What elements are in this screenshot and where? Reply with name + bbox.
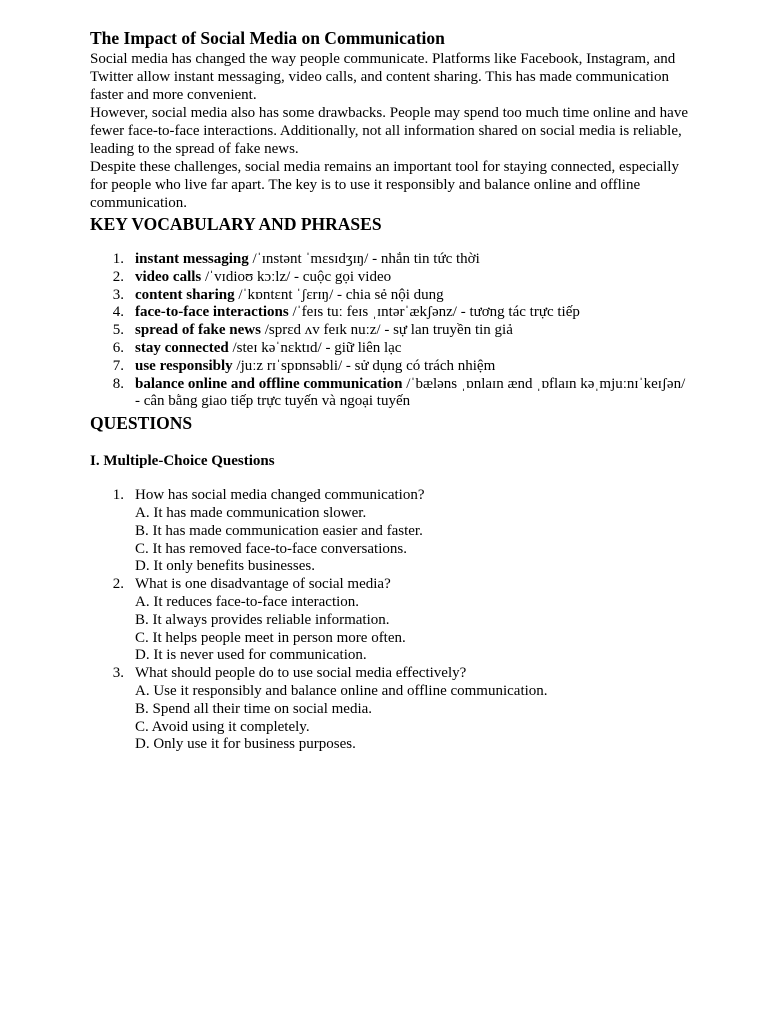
vocab-definition: /ˈɪnstənt ˈmɛsɪdʒɪŋ/ - nhắn tin tức thời xyxy=(248,251,480,267)
question-text: What is one disadvantage of social media? xyxy=(135,576,391,593)
vocab-number: 7. xyxy=(112,357,124,374)
question-item xyxy=(90,576,690,665)
vocab-item xyxy=(90,304,690,322)
answer-option: B. Spend all their time on social media. xyxy=(135,700,373,717)
vocab-term: use responsibly xyxy=(135,357,233,374)
vocab-number: 3. xyxy=(112,286,124,303)
vocab-term: video calls xyxy=(135,268,202,285)
vocab-number: 1. xyxy=(112,251,124,267)
answer-option: C. Avoid using it completely. xyxy=(135,718,310,735)
vocab-definition: /ˈbæləns ˌɒnlaɪn ænd ˌɒflaɪn kəˌmjuːnɪˈkeɪʃən/ - cân bằng giao tiếp trực tuyến và ngoại tuyến xyxy=(135,375,686,410)
vocab-term: spread of fake news xyxy=(135,322,261,339)
vocab-term: face-to-face interactions xyxy=(135,304,289,321)
document-page xyxy=(90,26,690,754)
document-title: The Impact of Social Media on Communication xyxy=(90,28,445,48)
vocab-item xyxy=(90,376,690,412)
vocab-number: 8. xyxy=(112,375,124,392)
answer-option: C. It helps people meet in person more often. xyxy=(135,629,406,646)
question-item xyxy=(90,665,690,754)
vocab-definition: /ˈvɪdioʊ kɔːlz/ - cuộc gọi video xyxy=(201,268,392,285)
answer-option: D. Only use it for business purposes. xyxy=(135,736,356,753)
paragraph-intro: Social media has changed the way people communicate. Platforms like Facebook, Instagram, and Twitter allow instant messaging, video calls, and content sharing. This has made communication faster and more convenient. xyxy=(90,51,676,103)
vocab-item xyxy=(90,269,690,287)
vocab-term: content sharing xyxy=(135,286,235,303)
question-number: 2. xyxy=(112,576,124,593)
question-text: How has social media changed communication? xyxy=(135,487,425,504)
answer-option: B. It always provides reliable information. xyxy=(135,611,390,628)
vocab-definition: /sprɛd ʌv feɪk nuːz/ - sự lan truyền tin giả xyxy=(260,322,513,339)
vocab-number: 2. xyxy=(112,268,124,285)
question-list xyxy=(90,487,690,754)
answer-option: A. It reduces face-to-face interaction. xyxy=(135,593,360,610)
vocab-term: stay connected xyxy=(135,339,229,356)
paragraph-drawbacks: However, social media also has some drawbacks. People may spend too much time online and have fewer face-to-face interactions. Additionally, not all information shared on social media is reliable, leading to the spread of fake news. xyxy=(90,105,688,157)
answer-option: A. Use it responsibly and balance online and offline communication. xyxy=(135,682,548,699)
question-number: 3. xyxy=(112,665,124,682)
vocab-item xyxy=(90,322,690,340)
vocab-item xyxy=(90,340,690,358)
answer-option: D. It only benefits businesses. xyxy=(135,558,315,575)
vocab-term: instant messaging xyxy=(135,251,249,267)
paragraph-conclusion: Despite these challenges, social media remains an important tool for staying connected, especially for people who live far apart. The key is to use it responsibly and balance online and offline communication. xyxy=(90,159,679,211)
answer-option: A. It has made communication slower. xyxy=(135,504,367,521)
vocab-term: balance online and offline communication xyxy=(135,375,403,392)
answer-option: C. It has removed face-to-face conversations. xyxy=(135,540,407,557)
answer-option: D. It is never used for communication. xyxy=(135,647,367,664)
vocab-number: 4. xyxy=(112,304,124,321)
vocab-definition: /juːz rɪˈspɒnsəbli/ - sử dụng có trách nhiệm xyxy=(232,357,496,374)
vocab-item xyxy=(90,251,690,269)
vocab-list xyxy=(90,251,690,411)
answer-option: B. It has made communication easier and faster. xyxy=(135,522,423,539)
multiple-choice-heading: I. Multiple-Choice Questions xyxy=(90,453,275,470)
question-text: What should people do to use social media effectively? xyxy=(135,665,467,682)
vocab-number: 6. xyxy=(112,339,124,356)
vocab-definition: /ˈfeɪs tuː feɪs ˌɪntərˈækʃənz/ - tương tác trực tiếp xyxy=(288,304,580,321)
question-item xyxy=(90,487,690,576)
question-number: 1. xyxy=(112,487,124,504)
questions-heading: QUESTIONS xyxy=(90,413,193,434)
vocab-item xyxy=(90,287,690,305)
vocab-number: 5. xyxy=(112,322,124,339)
vocab-heading: KEY VOCABULARY AND PHRASES xyxy=(90,214,382,234)
vocab-definition: /steɪ kəˈnɛktɪd/ - giữ liên lạc xyxy=(228,339,402,356)
vocab-definition: /ˈkɒntɛnt ˈʃɛrɪŋ/ - chia sẻ nội dung xyxy=(234,286,444,303)
vocab-item xyxy=(90,358,690,376)
